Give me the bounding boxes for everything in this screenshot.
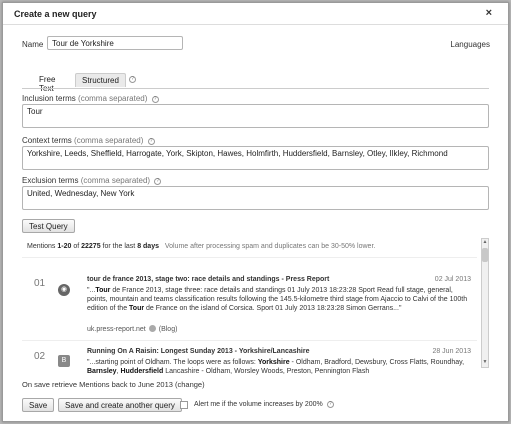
help-icon[interactable]: ?	[154, 178, 161, 185]
mention-number: 02	[34, 351, 46, 362]
help-icon[interactable]: ?	[152, 96, 159, 103]
exclusion-label	[22, 176, 161, 185]
mentions-range: 1-20	[57, 243, 72, 250]
mentions-note: Volume after processing spam and duplicates can be 30-50% lower.	[164, 243, 376, 250]
mention-source	[87, 325, 177, 333]
mention-title[interactable]: tour de france 2013, stage two: race details and standings - Press Report	[87, 276, 330, 283]
inclusion-terms-field[interactable]: Tour	[22, 104, 489, 128]
close-icon[interactable]: ×	[485, 7, 492, 19]
name-input[interactable]	[47, 36, 183, 50]
name-label: Name	[22, 40, 44, 49]
alert-checkbox[interactable]	[180, 401, 188, 409]
inclusion-label	[22, 94, 159, 103]
inclusion-hint: (comma separated)	[78, 94, 148, 103]
mentions-of: of	[73, 243, 80, 250]
help-icon[interactable]: ?	[148, 138, 155, 145]
mention-snippet: "...Tour de France 2013, stage three: race details and standings 01 July 2013 18:23:28 Sport Read full stage, general, points, mountain and teams classification results following the 145.5-kilometre third stage from Ajaccio to Calvi of the 100th edition of the Tour de France on the island of Corsica. Sport 01 July 2013 18:23:28 Simon Gerrans..."	[87, 287, 468, 312]
list-item[interactable]	[22, 268, 477, 338]
mention-date: 28 Jun 2013	[432, 348, 471, 355]
context-label-text: Context terms	[22, 136, 72, 145]
results-scrollbar[interactable]	[481, 238, 489, 368]
mention-source-url[interactable]: uk.press-report.net	[87, 326, 146, 333]
mentions-summary	[27, 243, 375, 250]
exclusion-label-text: Exclusion terms	[22, 176, 79, 185]
list-item[interactable]	[22, 340, 477, 380]
mention-snippet: "...starting point of Oldham. The loops were as follows: Yorkshire - Oldham, Bradford, Dewsbury, Cross Flatts, Roundhay, Barnsley, Huddersfield Lancashire - Oldham, Worsley Woods, Preston, Pennington Flash	[87, 359, 465, 375]
mentions-list	[22, 257, 477, 375]
save-button[interactable]: Save	[22, 398, 54, 412]
tab-free-text[interactable]: Free Text	[39, 75, 56, 93]
scroll-down-icon[interactable]: ▼	[482, 359, 488, 365]
exclusion-terms-field[interactable]: United, Wednesday, New York	[22, 186, 489, 210]
help-icon[interactable]: ?	[327, 401, 334, 408]
globe-icon: ◉	[58, 284, 70, 296]
mention-source-type: (Blog)	[158, 326, 178, 333]
test-query-button[interactable]: Test Query	[22, 219, 75, 233]
mentions-days: 8 days	[137, 243, 159, 250]
mention-date: 02 Jul 2013	[434, 276, 471, 283]
mention-title[interactable]: Running On A Raisin: Longest Sunday 2013 - Yorkshire/Lancashire	[87, 348, 310, 355]
save-retrieve-info[interactable]: On save retrieve Mentions back to June 2013 (change)	[22, 380, 205, 389]
languages-link[interactable]: Languages	[450, 40, 490, 49]
help-icon[interactable]: ?	[129, 76, 136, 83]
tab-divider	[22, 88, 489, 89]
dialog-title: Create a new query	[14, 9, 97, 19]
alert-checkbox-text: Alert me if the volume increases by 200%	[194, 401, 323, 408]
context-hint: (comma separated)	[74, 136, 144, 145]
mentions-prefix: Mentions	[27, 243, 56, 250]
exclusion-hint: (comma separated)	[80, 176, 151, 185]
scroll-up-icon[interactable]: ▲	[482, 239, 488, 245]
alert-checkbox-label	[194, 401, 334, 408]
context-label	[22, 136, 155, 145]
blogger-icon: B	[58, 355, 70, 367]
scroll-thumb[interactable]	[482, 248, 488, 262]
save-and-create-another-button[interactable]: Save and create another query	[58, 398, 182, 412]
settings-icon[interactable]	[149, 325, 156, 332]
mention-number: 01	[34, 278, 46, 289]
inclusion-label-text: Inclusion terms	[22, 94, 76, 103]
create-query-dialog	[2, 2, 509, 422]
mentions-total: 22275	[81, 243, 101, 250]
tab-structured[interactable]: Structured	[75, 73, 126, 87]
mentions-for-last: for the last	[102, 243, 136, 250]
context-terms-field[interactable]: Yorkshire, Leeds, Sheffield, Harrogate, York, Skipton, Hawes, Holmfirth, Huddersfield, Barnsley, Otley, Ilkley, Richmond	[22, 146, 489, 170]
dialog-header	[3, 3, 508, 25]
